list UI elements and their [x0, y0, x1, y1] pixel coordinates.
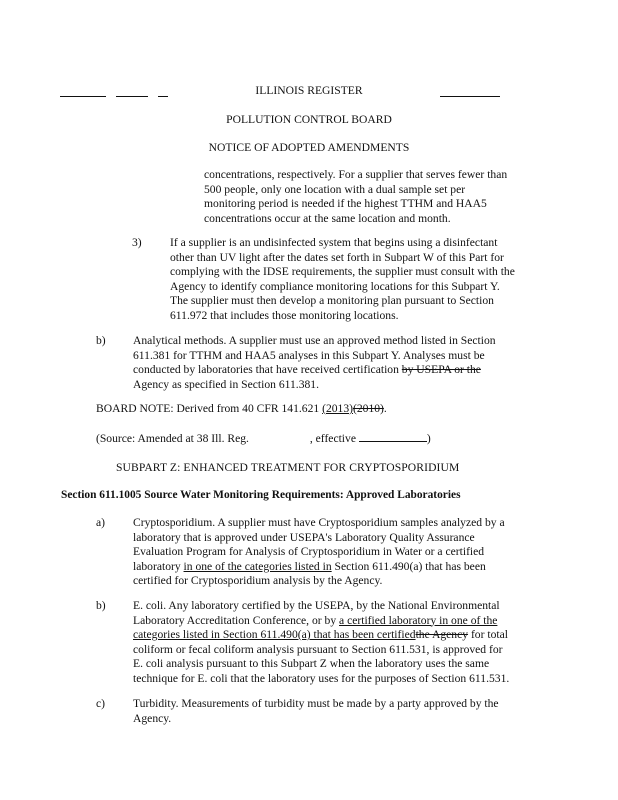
added-text: categories listed in Section 611.490(a) that has been certified — [133, 628, 416, 641]
item-b-analytical-label: b) — [96, 334, 106, 347]
text-segment: Laboratory Accreditation Conference, or by — [133, 613, 340, 627]
text-line: Agency as specified in Section 611.381. — [133, 377, 319, 391]
item-c-label: c) — [96, 697, 106, 710]
text-line: concentrations, respectively. For a supplier that serves fewer than — [204, 168, 508, 181]
text-line: 611.381 for TTHM and HAA5 analyses in this Subpart Y. Analyses must be — [133, 348, 485, 362]
text-line: concentrations occur at the same location and month. — [204, 211, 451, 225]
source-text: (Source: Amended at 38 Ill. Reg. — [96, 432, 252, 445]
text-line: Cryptosporidium. A supplier must have Cryptosporidium samples analyzed by a — [133, 516, 505, 529]
text-segment: Section 611.490(a) that has been — [331, 559, 486, 573]
added-text: a certified laboratory in one of the — [339, 613, 498, 627]
board-note — [96, 402, 387, 415]
text-line: Agency. — [133, 711, 172, 725]
text-line: certified for Cryptosporidium analysis by the Agency. — [133, 574, 383, 587]
text-line — [133, 628, 509, 643]
struck-text: the Agency — [415, 628, 469, 641]
text-segment: for total — [468, 628, 508, 641]
effective-date-blank — [359, 432, 427, 442]
item-3-label: 3) — [132, 236, 142, 249]
text-line: The supplier must then develop a monitoring plan pursuant to Section — [170, 294, 494, 307]
text-line: 611.972 that includes those monitoring locations. — [170, 308, 399, 322]
notice-title: NOTICE OF ADOPTED AMENDMENTS — [208, 141, 410, 154]
section-title: Section 611.1005 Source Water Monitoring Requirements: Approved Laboratories — [61, 489, 461, 501]
struck-year: (2010) — [353, 402, 384, 415]
board-title: POLLUTION CONTROL BOARD — [226, 113, 392, 126]
text-line: monitoring period is needed if the highest TTHM and HAA5 — [204, 197, 487, 210]
added-text: in one of the categories listed in — [183, 559, 332, 573]
text-line: technique for E. coli that the laboratory uses for the purposes of Section 611.531. — [133, 671, 510, 685]
text-segment: conducted by laboratories that have received certification — [133, 363, 402, 376]
text-line: Turbidity. Measurements of turbidity must be made by a party approved by the — [133, 697, 499, 710]
text-line — [133, 363, 496, 378]
text-segment: laboratory — [133, 559, 184, 573]
subpart-title: SUBPART Z: ENHANCED TREATMENT FOR CRYPTOSPORIDIUM — [116, 461, 460, 474]
item-c-text — [133, 697, 499, 726]
added-text: , — [426, 642, 430, 656]
board-note-prefix: BOARD NOTE: Derived from 40 CFR 141.621 — [96, 402, 323, 415]
text-line: Analytical methods. A supplier must use an approved method listed in Section — [133, 334, 496, 347]
text-line: E. coli analysis pursuant to this Subpart Z when the laboratory uses the same — [133, 657, 490, 670]
source-effective: , effective — [309, 432, 359, 445]
text-line: Evaluation Program for Analysis of Cryptosporidium in Water or a certified — [133, 545, 485, 558]
item-b-ecoli-text — [133, 599, 509, 686]
item-3-text — [170, 236, 515, 323]
item-a-text — [133, 516, 505, 589]
text-line: other than UV light after the dates set forth in Subpart W of this Part for — [170, 250, 504, 264]
text-line: If a supplier is an undisinfected system that begins using a disinfectant — [170, 236, 498, 249]
text-line: E. coli. Any laboratory certified by the USEPA, by the National Environmental — [133, 599, 500, 612]
text-line — [133, 643, 509, 658]
text-segment: coliform or fecal coliform analysis pursuant to Section 611.531 — [133, 642, 427, 656]
board-note-end: . — [383, 402, 387, 415]
register-title: ILLINOIS REGISTER — [255, 84, 363, 97]
source-line — [96, 432, 431, 445]
item-b-analytical-text — [133, 334, 496, 392]
source-close: ) — [426, 432, 431, 445]
text-line — [133, 614, 509, 629]
item-b-ecoli-label: b) — [96, 599, 106, 612]
text-segment: is approved for — [429, 642, 503, 656]
text-line: 500 people, only one location with a dual sample set per — [204, 182, 466, 196]
text-line — [133, 560, 505, 575]
continuation-paragraph — [204, 168, 507, 226]
text-line: complying with the IDSE requirements, the supplier must consult with the — [170, 265, 515, 278]
text-line: laboratory that is approved under USEPA's Laboratory Quality Assurance — [133, 530, 475, 544]
text-line: Agency to identify compliance monitoring locations for this Subpart Y. — [170, 279, 500, 293]
added-year: (2013) — [322, 402, 353, 415]
struck-text: by USEPA or the — [401, 363, 481, 376]
item-a-label: a) — [96, 516, 106, 529]
